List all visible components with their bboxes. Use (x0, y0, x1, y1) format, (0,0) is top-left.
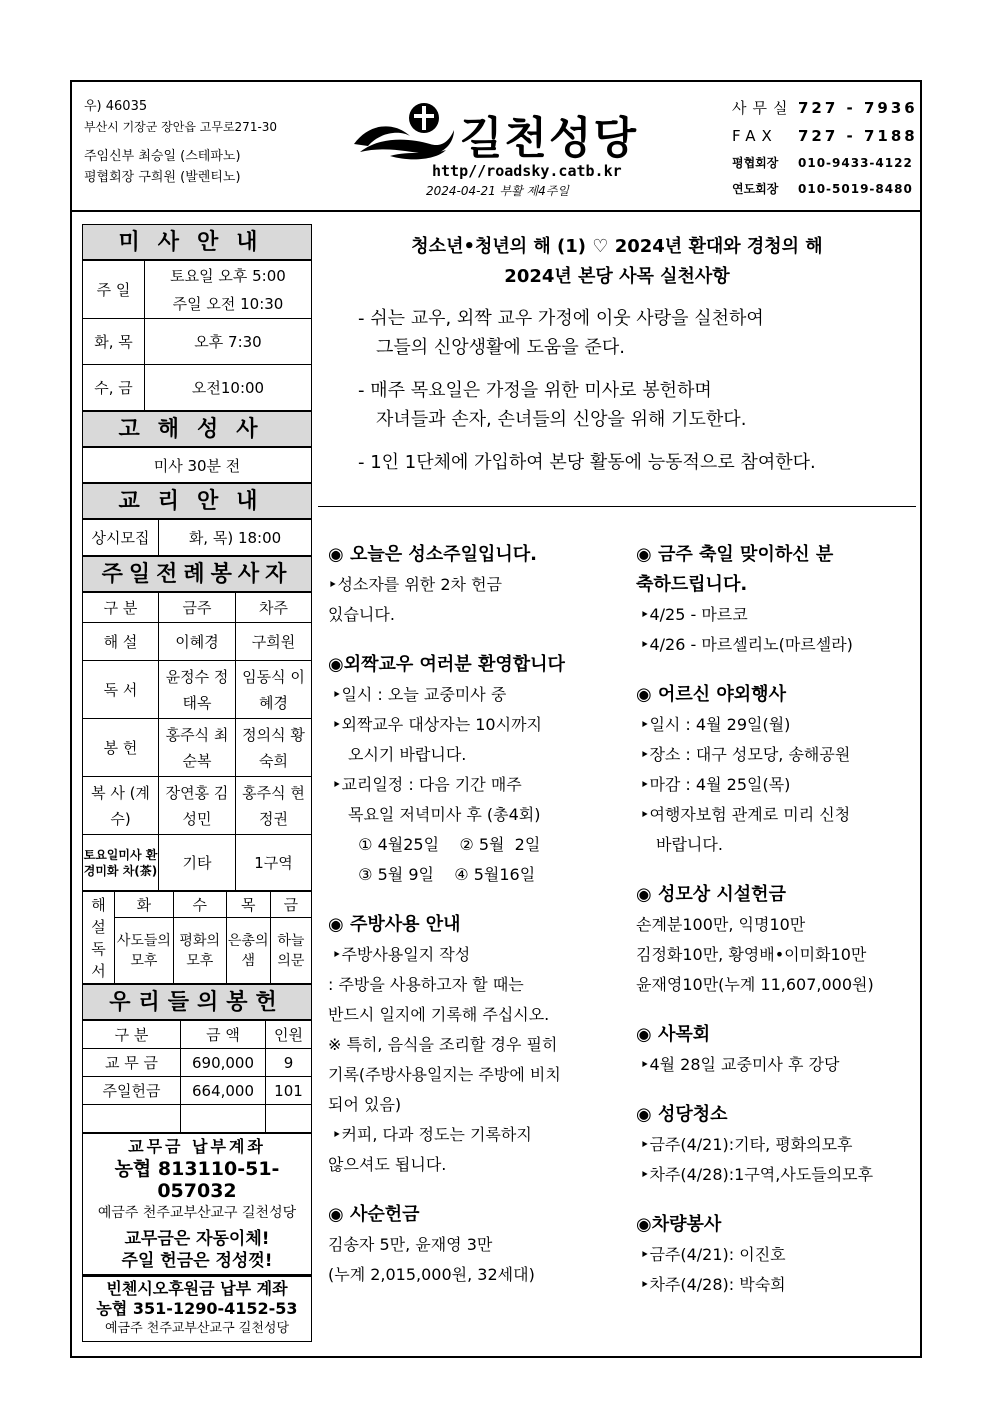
pastoral-point: - 매주 목요일은 가정을 위한 미사로 봉헌하며 자녀들과 손자, 손녀들의 신앙을 위해 기도한다. (358, 380, 747, 430)
pastoral-point: - 1인 1단체에 가입하여 본당 활동에 능동적으로 참여한다. (358, 452, 816, 473)
offering-title: 우리들의봉헌 (82, 984, 312, 1020)
server-row: 토요일미사 환경미화 차(茶) 기타 1구역 (83, 835, 312, 891)
parish-logo-block (350, 96, 670, 196)
address: 부산시 기장군 장안읍 고무로271-30 (84, 120, 278, 134)
notice-vehicle: ◉차량봉사 ‣금주(4/21): 이진호 ‣차주(4/28): 박숙희 (636, 1214, 786, 1294)
offering-table: 구 분 금 액 인원 교 무 금 690,000 9 주일헌금 664,000 101 (82, 1020, 312, 1133)
mass-row-tuethu: 화, 목 오후 7:30 (83, 319, 312, 365)
pastor: 주임신부 최승일 (스테파노) (84, 149, 241, 164)
notice-vocation: ◉ 오늘은 성소주일입니다. ‣성소자를 위한 2차 헌금 있습니다. (328, 544, 537, 624)
server-row: 복 사 (계수) 장연홍 김성민 홍주식 현정권 (83, 777, 312, 835)
notice-cleaning: ◉ 성당청소 ‣금주(4/21):기타, 평화의모후 ‣차주(4/28):1구역,사도들의모후 (636, 1104, 874, 1184)
header-left-info (84, 96, 277, 188)
weekday-reader-table: 해설독서 화 수 목 금 사도들의모후 평화의 모후 은총의 샘 하늘의문 (82, 891, 312, 984)
parish-url[interactable]: http//roadsky.catb.kr (432, 162, 622, 180)
pastoral-point: - 쉬는 교우, 외짝 교우 가정에 이웃 사랑을 실천하여 그들의 신앙생활에 도움을 준다. (358, 308, 764, 358)
divider (318, 506, 916, 507)
servers-title: 주일전례봉사자 (82, 556, 312, 592)
account-box (82, 1133, 312, 1275)
sidebar (82, 224, 312, 1342)
account-holder: 예금주 천주교부산교구 길천성당 (97, 1205, 297, 1221)
contact-fax: FAX 727 - 7188 (732, 127, 918, 145)
account-note-2: 주일 헌금은 정성껏! (121, 1251, 273, 1271)
contact-office: 사무실 727 - 7936 (732, 99, 918, 117)
confession-text: 미사 30분 전 (82, 447, 312, 483)
vincent-box (82, 1275, 312, 1342)
bulletin-frame (70, 80, 922, 1358)
mass-title: 미사안내 (82, 224, 312, 260)
notice-mixed-marriage: ◉외짝교우 여러분 환영합니다 ‣일시 : 오늘 교중미사 중 ‣외짝교우 대상자는 10시까지 오시기 바랍니다. ‣교리일정 : 다음 기간 매주 목요일 저녁미사 후 (총4회) ① 4월25일 ② 5월 2일 ③ 5월 9일 ④ 5월16일 (328, 654, 565, 884)
postal-code: 우) 46035 (84, 99, 148, 114)
offering-row-empty (83, 1105, 312, 1133)
parish-logo-icon (350, 100, 460, 164)
notice-lent-offering: ◉ 사순헌금 김송자 5만, 윤재영 3만 (누계 2,015,000원, 32세대) (328, 1204, 535, 1284)
notice-feast-day: ◉ 금주 축일 맞이하신 분 축하드립니다. ‣4/25 - 마르코 ‣4/26 - 마르셀리노(마르셀라) (636, 544, 853, 654)
mass-row-wedfri: 수, 금 오전10:00 (83, 365, 312, 411)
header (72, 82, 920, 212)
pastoral-title: 청소년•청년의 해 (1) ♡ 2024년 환대와 경청의 해 2024년 본당 사목 실천사항 (411, 236, 823, 287)
mass-table (82, 260, 312, 411)
offering-row: 교 무 금 690,000 9 (83, 1049, 312, 1077)
offering-row: 주일헌금 664,000 101 (83, 1077, 312, 1105)
catechism-table: 상시모집 화, 목) 18:00 (82, 519, 312, 556)
vincent-holder: 예금주 천주교부산교구 길천성당 (104, 1321, 290, 1336)
notice-pastoral-council: ◉ 사목회 ‣4월 28일 교중미사 후 강당 (636, 1024, 840, 1074)
account-title: 교무금 납부계좌 (128, 1137, 266, 1156)
confession-title: 고해성사 (82, 411, 312, 447)
catechism-title: 교리안내 (82, 483, 312, 519)
notice-elderly-outing: ◉ 어르신 야외행사 ‣일시 : 4월 29일(월) ‣장소 : 대구 성모당, 송해공원 ‣마감 : 4월 25일(목) ‣여행자보험 관계로 미리 신청 바랍니다. (636, 684, 851, 854)
notice-kitchen: ◉ 주방사용 안내 ‣주방사용일지 작성 : 주방을 사용하고자 할 때는 반드시 일지에 기록해 주십시오. ※ 특히, 음식을 조리할 경우 필히 기록(주방사용일지는 주방에 비치 되어 있음) ‣커피, 다과 정도는 기록하지 않으셔도 됩니다. (328, 914, 561, 1174)
contact-list (732, 94, 918, 202)
right-column (636, 540, 916, 1320)
server-row: 봉 헌 홍주식 최순복 정의식 황숙희 (83, 719, 312, 777)
issue-date: 2024-04-21 부활 제4주일 (426, 184, 569, 198)
server-row: 해 설 이혜경 구희원 (83, 623, 312, 661)
vincent-title: 빈첸시오후원금 납부 계좌 (106, 1279, 288, 1298)
servers-table: 구 분 금주 차주 해 설 이혜경 구희원 독 서 윤정수 정태옥 임동식 이혜경 봉 헌 홍주식 최순복 정의식 황숙희 복 사 (계수) 장연홍 김성민 홍주식 현정권 토요일미사 환경미화 차(茶) 기타 1구역 (82, 592, 312, 891)
parish-name: 길천성당 (460, 113, 639, 164)
vincent-number: 농협 351-1290-4152-53 (96, 1299, 298, 1318)
contact-council: 평협회장 010-9433-4122 (732, 156, 913, 170)
contact-funeral: 연도회장 010-5019-8480 (732, 182, 913, 196)
pastoral-points (318, 304, 916, 477)
account-note-1: 교무금은 자동이체! (124, 1229, 270, 1249)
main-content (318, 224, 916, 1294)
mass-row-sunday: 주 일 토요일 오후 5:00 주일 오전 10:30 (83, 261, 312, 319)
server-row: 독 서 윤정수 정태옥 임동식 이혜경 (83, 661, 312, 719)
account-number: 농협 813110-51-057032 (114, 1158, 280, 1202)
council-president: 평협회장 구희원 (발렌티노) (84, 170, 241, 185)
left-column (328, 540, 608, 1310)
notice-mary-statue: ◉ 성모상 시설헌금 손계분100만, 익명10만 김정화10만, 황영배•이미화10만 윤재영10만(누계 11,607,000원) (636, 884, 874, 994)
